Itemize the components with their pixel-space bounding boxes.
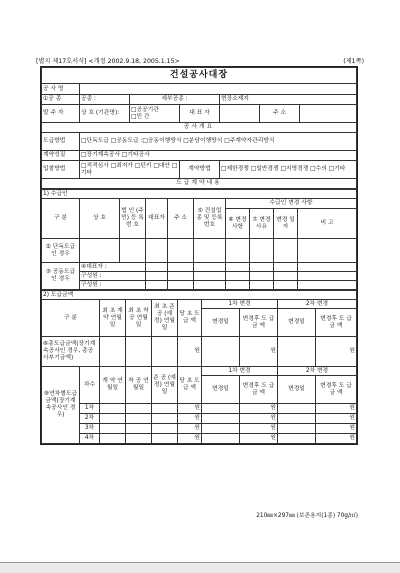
cell[interactable] <box>250 272 274 281</box>
table-row <box>42 404 357 414</box>
col-changed-amount: 변경후 도 급 금 액 <box>240 376 278 404</box>
row-single-contract: ② 단독도급인 경우 <box>42 239 80 263</box>
won-unit: 원 <box>178 337 202 367</box>
col-type: 구 분 <box>42 199 80 239</box>
table-row <box>42 414 357 424</box>
col-change-reason: ⑦ 변경 사유 <box>250 209 274 239</box>
page-number: (제1쪽) <box>343 58 364 65</box>
cell[interactable] <box>80 239 120 263</box>
col-start-date: 착 공 연월일 <box>126 367 152 404</box>
cell[interactable] <box>278 337 316 367</box>
cell[interactable] <box>168 272 194 281</box>
cell[interactable] <box>202 337 240 367</box>
cell[interactable] <box>126 434 152 444</box>
cell[interactable] <box>100 404 126 414</box>
won-unit: 원 <box>178 414 202 424</box>
cell[interactable] <box>100 337 126 367</box>
overview-heading: 공사개요 <box>42 123 357 133</box>
row-annual-amount: ⑨연차별도급금액(장기계속공사인 경우) <box>42 367 80 444</box>
col-change-date: 변경 일자 <box>274 209 298 239</box>
col-corp-number: 법 인 (주민) 등 록 번 호 <box>120 199 146 239</box>
private-checkbox[interactable]: □민 간 <box>131 113 150 120</box>
row-joint-contract: ③ 공동도급인 경우 <box>42 263 80 290</box>
col-original-amount: 당 초 도 급 액 <box>178 367 202 404</box>
col-address: 주 소 <box>168 199 194 239</box>
project-name-label: 공 사 명 <box>42 84 80 95</box>
contract-method-label: 계약방법 <box>180 161 220 179</box>
cell[interactable] <box>168 263 194 272</box>
col-completion-date: 준 공 (예정) 연월일 <box>152 367 178 404</box>
col-first-start-date: 최 초 착 공 연월일 <box>126 300 152 337</box>
cell[interactable] <box>274 281 298 290</box>
cell[interactable] <box>126 424 152 434</box>
cell[interactable] <box>126 414 152 424</box>
orderer-label: 발 주 자 <box>42 105 80 123</box>
first-change-header: 1차 변경 <box>202 300 278 309</box>
contract-nature-label: 계약성질 <box>42 151 80 161</box>
col-changed-amount: 변경후 도 급 금 액 <box>240 309 278 337</box>
cell[interactable] <box>274 263 298 272</box>
col-changed-amount: 변경후 도 급 금 액 <box>316 376 357 404</box>
won-unit: 원 <box>316 414 357 424</box>
cell[interactable] <box>278 424 316 434</box>
contract-amount-section <box>41 290 357 444</box>
won-unit: 원 <box>240 424 278 434</box>
cell[interactable] <box>100 424 126 434</box>
method-label: 도급방법 <box>42 133 80 151</box>
paper-spec-footer: 210㎜×297㎜ (보존용지(1종) 70g/㎡) <box>256 513 358 519</box>
cell[interactable] <box>226 272 250 281</box>
cell[interactable] <box>100 414 126 424</box>
col-trade: 상 호 <box>80 199 120 239</box>
cell[interactable] <box>146 272 168 281</box>
sub-work-type-field[interactable]: 세부공종 : <box>130 95 220 105</box>
col-change-date: 변경일 <box>202 309 240 337</box>
col-changed-amount: 변경후 도 급 금 액 <box>316 309 357 337</box>
first-change-header: 1차 변경 <box>202 367 278 376</box>
cell[interactable] <box>152 337 178 367</box>
orderer-type-options <box>130 105 180 123</box>
cell[interactable] <box>194 272 226 281</box>
project-name-field[interactable] <box>80 84 357 95</box>
col-registration: ⑤ 건설업종 및 등록번호 <box>194 199 226 239</box>
cell[interactable] <box>146 263 168 272</box>
col-change-item: ⑥ 변경 사항 <box>226 209 250 239</box>
won-unit: 원 <box>178 424 202 434</box>
col-original-amount: 당 초 도 급 액 <box>178 300 202 337</box>
col-remarks: 비 고 <box>298 209 357 239</box>
cell[interactable] <box>100 434 126 444</box>
cell[interactable] <box>250 239 274 263</box>
col-change-date: 변경일 <box>278 309 316 337</box>
col-round: 차수 <box>80 367 100 404</box>
client-label: ①공 종 <box>42 95 80 105</box>
round-label: 1차 <box>80 404 100 414</box>
contract-method-options[interactable]: □제한경쟁 □일반경쟁 □지명경쟁 □수의 □기타 <box>220 161 357 179</box>
contractor-section <box>41 189 357 290</box>
cell[interactable] <box>278 404 316 414</box>
cell[interactable] <box>226 281 250 290</box>
public-agency-checkbox[interactable]: □공공기관 <box>131 106 159 113</box>
col-change-date: 변경일 <box>202 376 240 404</box>
cell[interactable] <box>274 239 298 263</box>
col-contract-date: 계 약 연월일 <box>100 367 126 404</box>
cell[interactable] <box>278 414 316 424</box>
won-unit: 원 <box>316 404 357 414</box>
cell[interactable] <box>226 239 250 263</box>
cell[interactable] <box>274 272 298 281</box>
col-first-completion-date: 최 초 준 공 (예정) 연월일 <box>152 300 178 337</box>
cell[interactable] <box>146 281 168 290</box>
method-options[interactable]: □단독도급 □공동도급 :□공동이행방식 □분담이행방식 □주계약자관리방식 <box>80 133 357 151</box>
cell[interactable] <box>168 239 194 263</box>
cell[interactable] <box>194 281 226 290</box>
joint-member: 구성원 : <box>80 281 146 290</box>
cell[interactable] <box>298 263 357 272</box>
cell[interactable] <box>278 434 316 444</box>
col-type: 구 분 <box>42 300 100 337</box>
contract-nature-options[interactable]: □장기계속공사 □기타공사 <box>80 151 357 161</box>
won-unit: 원 <box>240 404 278 414</box>
cell[interactable] <box>152 414 178 424</box>
address-label: 주 소 <box>260 105 300 123</box>
site-location-field[interactable]: 현장소재지 <box>220 95 357 105</box>
cell[interactable] <box>298 239 357 263</box>
col-change-header: 수급인 변경 사항 <box>226 199 357 209</box>
won-unit: 원 <box>316 337 357 367</box>
cell[interactable] <box>202 434 240 444</box>
cell[interactable] <box>194 239 226 263</box>
second-change-header: 2차 변경 <box>278 300 357 309</box>
cell[interactable] <box>250 281 274 290</box>
work-type-field[interactable]: 공종 : <box>80 95 130 105</box>
rep-label: 대 표 자 <box>180 105 220 123</box>
form-number: [별지 제17호서식] <개정 2002.9.18, 2005.1.15> <box>36 58 180 65</box>
amount-title: 2) 도급금액 <box>42 291 357 300</box>
round-label: 3차 <box>80 424 100 434</box>
cell[interactable] <box>152 404 178 414</box>
cell[interactable] <box>202 414 240 424</box>
cell[interactable] <box>152 434 178 444</box>
cell[interactable] <box>120 239 146 263</box>
col-change-date: 변경일 <box>278 376 316 404</box>
form-header <box>36 56 364 65</box>
joint-rep: ④대표자 : <box>80 263 146 272</box>
won-unit: 원 <box>316 424 357 434</box>
cell[interactable] <box>126 337 152 367</box>
won-unit: 원 <box>316 434 357 444</box>
won-unit: 원 <box>178 404 202 414</box>
won-unit: 원 <box>178 434 202 444</box>
cell[interactable] <box>202 404 240 414</box>
col-rep: 대표자 <box>146 199 168 239</box>
cell[interactable] <box>146 239 168 263</box>
cell[interactable] <box>226 263 250 272</box>
cell[interactable] <box>298 272 357 281</box>
top-section <box>41 67 357 189</box>
row-total-amount: ⑥총도급금액(장기계속공사인 경우, 총공사부기금액) <box>42 337 100 367</box>
joint-member: 구성원 : <box>80 272 146 281</box>
construction-register-form <box>40 66 358 445</box>
cell[interactable] <box>152 424 178 434</box>
address-field[interactable] <box>300 105 357 123</box>
won-unit: 원 <box>240 434 278 444</box>
rep-field[interactable] <box>220 105 260 123</box>
second-change-header: 2차 변경 <box>278 367 357 376</box>
page-bottom-strip <box>0 562 400 573</box>
table-row <box>42 424 357 434</box>
round-label: 2차 <box>80 414 100 424</box>
contractor-title: 1) 수급인 <box>42 190 357 199</box>
col-first-contract-date: 최 초 계 약 연월일 <box>100 300 126 337</box>
cell[interactable] <box>126 404 152 414</box>
cell[interactable] <box>250 263 274 272</box>
won-unit: 원 <box>240 337 278 367</box>
cell[interactable] <box>298 281 357 290</box>
cell[interactable] <box>194 263 226 272</box>
cell[interactable] <box>168 281 194 290</box>
cell[interactable] <box>202 424 240 434</box>
table-row <box>42 434 357 444</box>
contract-content-heading: 도급계약내용 <box>42 179 357 189</box>
orderer-trade-field[interactable]: 상 호 (기관명): <box>80 105 130 123</box>
form-title: 건설공사대장 <box>42 68 357 84</box>
bid-options[interactable]: □적격심사 □최저가 □턴키 □대안 □기타 <box>80 161 180 179</box>
round-label: 4차 <box>80 434 100 444</box>
won-unit: 원 <box>240 414 278 424</box>
bid-label: 입찰방법 <box>42 161 80 179</box>
